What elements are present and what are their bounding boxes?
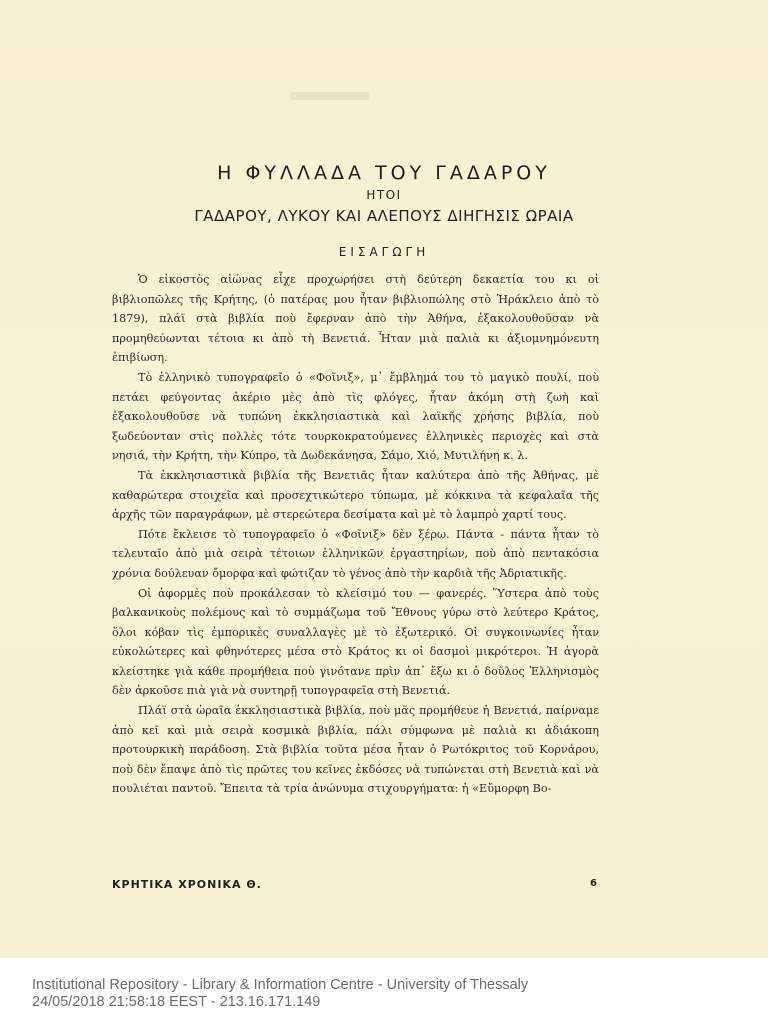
document-subtitle: ΓΑΔΑΡΟΥ, ΛΥΚΟΥ ΚΑΙ ΑΛΕΠΟΥΣ ΔΙΗΓΗΣΙΣ ΩΡΑΙΑ (194, 207, 574, 225)
document-title: Η ΦΥΛΛΑΔΑ ΤΟΥ ΓΑΔΑΡΟΥ (217, 162, 551, 184)
page-number: 6 (590, 878, 597, 889)
repository-line: Institutional Repository - Library & Information Centre - University of Thessaly (32, 977, 529, 993)
section-heading: ΕΙΣΑΓΩΓΗ (338, 245, 430, 259)
running-footer-journal: ΚΡΗΤΙΚΑ ΧΡΟΝΙΚΑ Θ. (112, 878, 262, 891)
paragraph: Ὁ εἰκοστὸς αἰώνας εἶχε προχωρήσει στὴ δεύτερη δεκαετία του κι οἱ βιβλιοπῶλες τῆς Κρήτης, (ὁ πατέρας μου ἦταν βιβλιοπώλης στὸ Ἡράκλειο ἀπὸ τὸ 1879), πλάϊ στὰ βιβλία ποὺ ἔφερναν ἀπὸ τὴν Ἀθήνα, ἐξακολουθοῦσαν νὰ προμηθεύωνται τέτοια κι ἀπὸ τὴ Βενετιά. Ἦταν μιὰ παλιὰ κι ἀξιομνημόνευτη ἐπιβίωση. (112, 273, 599, 365)
repository-timestamp: 24/05/2018 21:58:18 EEST - 213.16.171.149 (32, 994, 321, 1010)
bleed-through-mark (290, 92, 370, 100)
repository-watermark (32, 977, 528, 1011)
paragraph: Πότε ἔκλεισε τὸ τυπογραφεῖο ὁ «Φοῖνιξ» δὲν ξέρω. Πάντα - πάντα ἦταν τὸ τελευταῖο ἀπὸ μιὰ σειρὰ τέτοιων ἑλληνικῶν ἐργαστηρίων, ποὺ ἀπὸ πεντακόσια χρόνια δούλευαν ὄμορφα καὶ φώτιζαν τὸ γένος ἀπὸ τὴν καρδιὰ τῆς Ἀδριατικῆς. (112, 527, 599, 580)
paragraph: Πλάϊ στὰ ὡραῖα ἐκκλησιαστικὰ βιβλία, ποὺ μᾶς προμήθευε ἡ Βενετιά, παίρναμε ἀπὸ κεῖ καὶ μιὰ σειρὰ κοσμικὰ βιβλία, πάλι σύμφωνα μὲ παλιὰ κι ἀδιάκοπη προτουρκικὴ παράδοση. Στὰ βιβλία τοῦτα μέσα ἦταν ὁ Ρωτόκριτος τοῦ Κορνάρου, ποὺ δὲν ἔπαψε ἀπὸ τὶς πρῶτες του κεῖνες ἐκδόσες νὰ τυπώνεται στὴ Βενετιὰ καὶ νὰ πουλιέται παντοῦ. Ἔπειτα τὰ τρία ἀνώνυμα στιχουργήματα: ἡ «Εὔμορφη Βο- (112, 704, 599, 796)
paragraph: Οἱ ἀφορμὲς ποὺ προκάλεσαν τὸ κλείσιμό του — φανερές. Ὕστερα ἀπὸ τοὺς βαλκανικοὺς πολέμους καὶ τὸ συμμάζωμα τοῦ Ἔθνους γύρω στὸ λεύτερο Κράτος, ὅλοι κόβαν τὶς ἐμπορικὲς συναλλαγὲς μὲ τὸ ἐξωτερικό. Οἱ συγκοινωνίες ἦταν εὐκολώτερες καὶ φθηνότερες μέσα στὸ Κράτος κι οἱ δασμοὶ μικρότεροι. Ἡ ἀγορὰ κλείστηκε γιὰ κάθε προμήθεια ποὺ γινότανε πρὶν ἀπ᾽ ἔξω κι ὁ δοῦλος Ἑλληνισμὸς δὲν ἀρκοῦσε πιὰ γιὰ νὰ συντηρῇ τυπογραφεῖα στὴ Βενετιά. (112, 586, 599, 698)
document-subtitle-connector: ΗΤΟΙ (366, 188, 402, 202)
paragraph: Τὰ ἐκκλησιαστικὰ βιβλία τῆς Βενετιᾶς ἦταν καλύτερα ἀπὸ τῆς Ἀθήνας, μὲ καθαρώτερα στοιχεῖα καὶ προσεχτικώτερο τύπωμα, μὲ κόκκινα τὰ κεφαλαῖα τῆς ἀρχῆς τῶν παραγράφων, μὲ στερεώτερα δεσίματα καὶ μὲ τὸ λαμπρὸ χαρτί τους. (112, 468, 599, 522)
paragraph: Τὸ ἑλληνικὸ τυπογραφεῖο ὁ «Φοῖνιξ», μ᾽ ἔμβλημά του τὸ μαγικὸ πουλί, ποὺ πετάει φεύγοντας ἀκέριο μὲς ἀπὸ τὶς φλόγες, ἦταν ἀκόμη στὴ ζωὴ καὶ ἐξακολουθοῦσε νὰ τυπώνη ἐκκλησιαστικὰ καὶ λαϊκῆς χρήσης βιβλία, ποὺ ξωδεύονταν στὶς πολλὲς τότε τουρκοκρατούμενες ἑλληνικὲς περιοχὲς καὶ στὰ νησιά, τὴν Κρήτη, τὴν Κύπρο, τὰ Δωδεκάνησα, Σάμο, Χιό, Μυτιλήνη κ. λ. (112, 370, 599, 463)
body-text (112, 270, 599, 799)
